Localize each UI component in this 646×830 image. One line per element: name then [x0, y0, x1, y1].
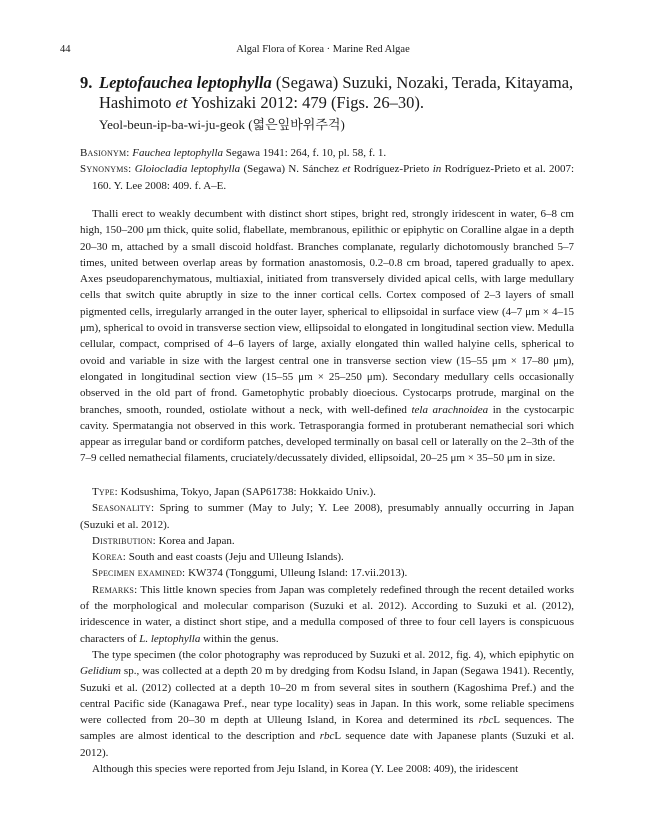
seasonality-label: Seasonality:	[92, 502, 155, 515]
synonym-text-c: Rodríguez-Prieto et al. 2007: 160. Y. Lee 2008: 409. f. A–E.	[92, 163, 575, 192]
type-specimen-text-a: The type specimen (the color photography was reproduced by Suzuki et al. 2012, fig. 4), which epiphytic on	[92, 648, 574, 661]
type-text: Kodsushima, Tokyo, Japan (SAP61738: Hokkaido Univ.).	[117, 486, 376, 498]
running-title: Algal Flora of Korea · Marine Red Algae	[236, 44, 410, 55]
description-text-b: in the cystocarpic cavity. Spermatangia not observed in this work. Tetrasporangia formed in protuberant nemathecial sori which appear as irregular band or cordiform patches, developed terminally on basal cell or laterally on the 2–3th of the 7–9 celled nemathecial filaments, cruciately/decussately divided, ellipsoidal, 20–25 μm × 35–50 μm in size.	[80, 403, 574, 465]
species-heading	[80, 73, 586, 134]
specimen-entry	[80, 565, 574, 581]
remarks-entry	[80, 582, 574, 647]
description-paragraph	[80, 206, 574, 467]
type-specimen-text-c: L sequences. The samples are almost identical to the description and	[80, 714, 574, 743]
type-specimen-paragraph	[80, 647, 574, 761]
korea-label: Korea:	[92, 551, 126, 564]
page-header	[60, 44, 586, 60]
remarks-species: L. leptophylla	[139, 632, 201, 645]
distribution-text: Korea and Japan.	[155, 534, 235, 547]
specimen-label: Specimen examined:	[92, 567, 186, 580]
nomenclature-section	[80, 145, 574, 194]
species-authors-et: et	[175, 93, 188, 112]
description-text-a: Thalli erect to weakly decumbent with distinct short stipes, bright red, strongly iridescent in water, 6–8 cm high, 150–200 μm thick, quite solid, flabellate, membranous, epilithic or epiphytic on Coralline algae in a depth 20–30 m, attached by a small discoid holdfast. Branches complanate, regularly dichotomously branched 5–7 times, united between overlap areas by formation anastomosis, 0.2–0.8 cm broad, tapered gradually to apex. Axes pseudoparenchymatous, multiaxial, initiated from transversely divided apical cells, with large medullary cells that switch quite abruptly in size to the inner cortical cells. Cortex composed of 2–3 layers of small pigmented cells, irregularly arranged in the outer layer, spherical to ellipsoidal in surface view (4–7 μm × 4–15 μm), spherical to ovoid in transverse section view, ellipsoidal to elongated in longitudinal section view. Medulla cellular, compact, comprised of 4–6 layers of large, axially elongated thin walled halyine cells, spherical to ovoid and variable in size with the largest central one in transverse section view (15–55 μm × 17–80 μm), elongated in longitudinal section view (15–55 μm × 25–250 μm). Secondary medullary cells occasionally observed in the old part of frond. Gametophytic probably dioecious. Cystocarps protrude, marginal on the branches, smooth, rounded, ostiolate without a neck, with well-defined	[80, 208, 574, 416]
remarks-text-b: within the genus.	[200, 632, 279, 645]
distribution-label: Distribution:	[92, 534, 156, 547]
synonyms-entry	[80, 161, 574, 194]
remarks-label: Remarks:	[92, 583, 138, 596]
species-title-line-2	[80, 93, 586, 113]
basionym-label: Basionym:	[80, 147, 130, 159]
distribution-entry	[80, 533, 574, 549]
species-authors-2a: Hashimoto	[99, 93, 176, 112]
seasonality-text: Spring to summer (May to July; Y. Lee 2008), presumably annually occurring in Japan (Suzuki et al. 2012).	[80, 502, 574, 531]
basionym-name: Fauchea leptophylla	[132, 147, 224, 159]
description-section	[80, 206, 574, 467]
page-number: 44	[60, 44, 71, 55]
remarks-text-a: This little known species from Japan was completely redefined through the recent detailed works of the morphological and molecular comparison (Suzuki et al. 2012). According to Suzuki et al. (2012), iridescence in water, a distinct short stipe, and a medulla composed of three to four cell layers is conspicuous characters of	[80, 583, 574, 645]
korea-entry	[80, 549, 574, 565]
synonym-text-a: (Segawa) N. Sánchez	[240, 163, 343, 176]
seasonality-entry	[80, 500, 574, 533]
jeju-paragraph: Although this species were reported from Jeju Island, in Korea (Y. Lee 2008: 409), the iridescent	[92, 763, 519, 776]
synonym-et: et	[342, 163, 351, 176]
synonym-name: Gloiocladia leptophylla	[134, 163, 241, 176]
gelidium-name: Gelidium	[80, 665, 121, 678]
type-label: Type:	[92, 486, 118, 498]
korean-name: Yeol-beun-ip-ba-wi-ju-geok (엷은잎바위주걱)	[99, 117, 345, 132]
type-specimen-text-d: L sequence date with Japanese plants (Suzuki et al. 2012).	[80, 730, 574, 759]
rbc-term-1: rbc	[478, 714, 494, 727]
synonym-in: in	[432, 163, 442, 176]
synonym-text-b: Rodríguez-Prieto	[350, 163, 433, 176]
species-number: 9.	[80, 73, 93, 92]
details-section	[80, 484, 574, 777]
species-authors-2b: Yoshizaki 2012: 479 (Figs. 26–30).	[187, 93, 424, 112]
type-entry	[80, 484, 574, 500]
rbc-term-2: rbc	[319, 730, 335, 743]
description-tela: tela arachnoidea	[411, 403, 489, 416]
synonyms-label: Synonyms:	[80, 163, 132, 176]
korea-text: South and east coasts (Jeju and Ulleung Islands).	[125, 551, 344, 564]
specimen-text: KW374 (Tonggumi, Ulleung Island: 17.vii.2013).	[185, 567, 408, 580]
species-authors-1: (Segawa) Suzuki, Nozaki, Terada, Kitayama,	[271, 73, 574, 92]
species-name: Leptofauchea leptophylla	[99, 73, 272, 92]
basionym-citation: Segawa 1941: 264, f. 10, pl. 58, f. 1.	[223, 147, 387, 159]
basionym-entry	[80, 145, 574, 161]
species-title-line-1	[80, 73, 586, 93]
type-specimen-text-b: sp., was collected at a depth 20 m by dredging from Kodsu Island, in Japan (Segawa 1941). Recently, Suzuki et al. (2012) collected at a depth 10–20 m from several sites in southern (Kagoshima Pref.) and the central Pacific side (Kanagawa Pref., near type locality) seas in Japan. In this work, some reliable specimens were collected from 20–30 m depth at Ulleung Island, in Korea and determined its	[80, 665, 574, 727]
